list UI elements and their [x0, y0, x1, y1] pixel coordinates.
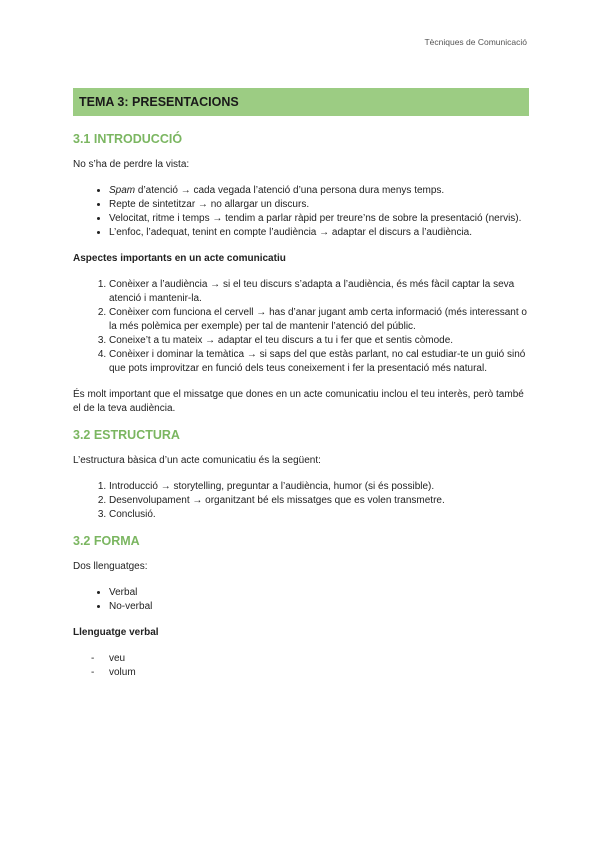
subheading-llenguatge-verbal: Llenguatge verbal	[73, 627, 159, 638]
chapter-banner: TEMA 3: PRESENTACIONS	[73, 88, 529, 116]
list-item	[109, 198, 529, 212]
numbered-list-estructura	[73, 480, 529, 522]
intro-paragraph: Dos llenguatges:	[73, 561, 148, 572]
list-item	[109, 226, 529, 240]
closing-paragraph: És molt important que el missatge que dones en un acte comunicatiu inclou el teu interès, però també el de la teva audiència.	[73, 389, 524, 414]
list-item-text: d’atenció → cada vegada l’atenció d’una persona dura menys temps.	[135, 185, 445, 196]
section-heading-introduccio: 3.1 INTRODUCCIÓ	[73, 132, 183, 146]
list-item-text: L’enfoc, l’adequat, tenint en compte l’audiència → adaptar el discurs a l’audiència.	[109, 227, 473, 238]
intro-paragraph: L’estructura bàsica d’un acte comunicatiu és la següent:	[73, 455, 321, 466]
list-item	[109, 212, 529, 226]
list-item	[109, 184, 529, 198]
bullet-list-llenguatges	[73, 586, 529, 614]
list-item: 1. Introducció → storytelling, preguntar a l’audiència, humor (si és possible).	[109, 480, 529, 494]
list-item: 2. Desenvolupament → organitzant bé els missatges que es volen transmetre.	[109, 494, 529, 508]
numbered-list-aspectes	[73, 278, 529, 376]
list-item: • No-verbal	[109, 600, 529, 614]
document-body	[73, 88, 529, 692]
intro-paragraph: No s’ha de perdre la vista:	[73, 159, 190, 170]
bullet-list-attention	[73, 184, 529, 240]
subheading-aspectes: Aspectes importants en un acte comunicatiu	[73, 253, 286, 264]
list-item: - volum	[109, 666, 529, 680]
list-item: 3. Conclusió.	[109, 508, 529, 522]
dash-list-verbal	[73, 652, 529, 680]
section-heading-estructura: 3.2 ESTRUCTURA	[73, 428, 180, 442]
section-heading-forma: 3.2 FORMA	[73, 534, 140, 548]
list-item: 2. Conèixer com funciona el cervell → has d’anar jugant amb certa informació (més interessant o la més polèmica per exemple) per tal de mantenir l’atenció del públic.	[109, 306, 529, 334]
list-item: 3. Coneixe’t a tu mateix → adaptar el teu discurs a tu i fer que et sentis còmode.	[109, 334, 529, 348]
list-item-text: Velocitat, ritme i temps → tendim a parlar ràpid per treure’ns de sobre la presentació (nervis).	[109, 213, 522, 224]
list-item: 1. Conèixer a l’audiència → si el teu discurs s’adapta a l’audiència, és més fàcil captar la seva atenció i mantenir-la.	[109, 278, 529, 306]
list-item: 4. Conèixer i dominar la temàtica → si saps del que estàs parlant, no cal estudiar-te un guió sinó que pots improvitzar en funció dels teus coneixement i fer la presentació més natural.	[109, 348, 529, 376]
running-header: Tècniques de Comunicació	[424, 37, 527, 47]
list-item: • Verbal	[109, 586, 529, 600]
emphasis-text: Spam	[109, 185, 136, 196]
list-item: - veu	[109, 652, 529, 666]
list-item-text: Repte de sintetitzar → no allargar un discurs.	[109, 199, 310, 210]
